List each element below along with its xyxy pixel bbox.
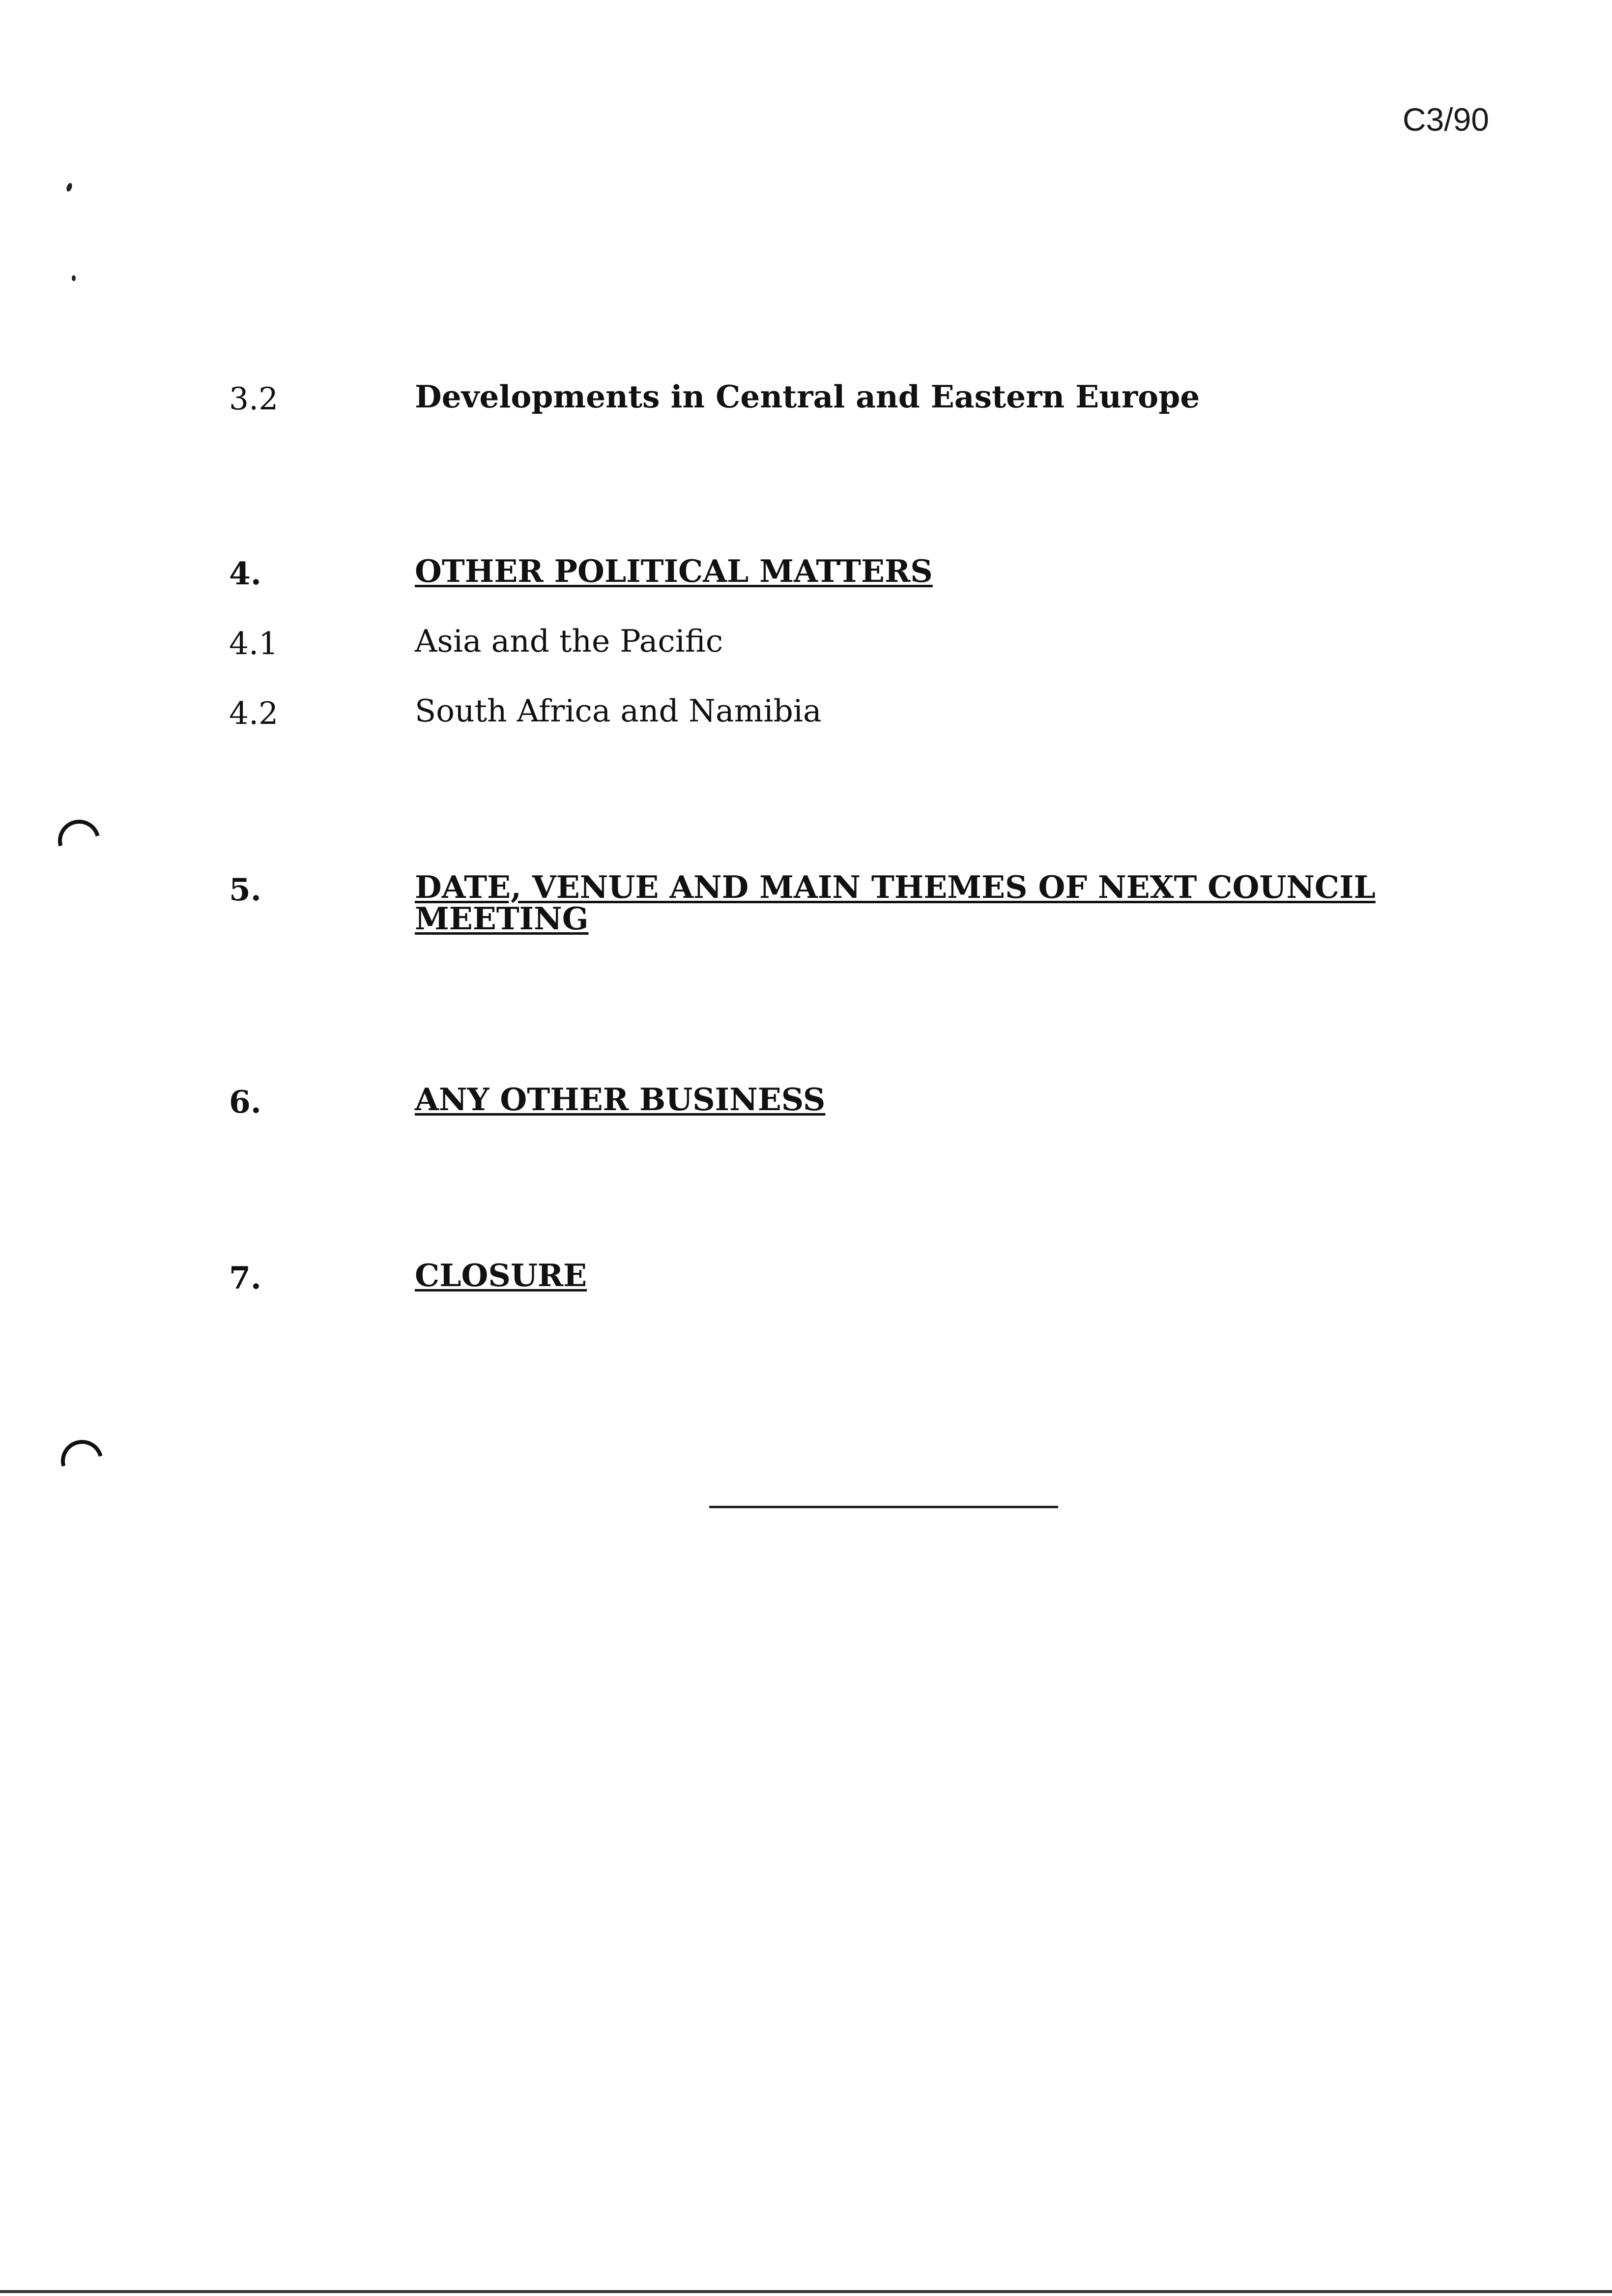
item-number: 5.	[229, 871, 261, 908]
item-number: 4.2	[229, 695, 279, 731]
item-number: 4.1	[229, 626, 279, 661]
item-number: 4.	[229, 555, 261, 592]
item-title: South Africa and Namibia	[415, 693, 822, 729]
item-number: 3.2	[229, 381, 279, 417]
section-heading: CLOSURE	[415, 1257, 587, 1293]
section-heading: OTHER POLITICAL MATTERS	[415, 553, 933, 589]
section-heading-line-2: MEETING	[415, 900, 589, 937]
item-title: Asia and the Pacific	[415, 623, 723, 659]
item-number: 6.	[229, 1084, 261, 1120]
punch-hole-mark	[53, 1432, 111, 1490]
item-number: 7.	[229, 1260, 261, 1296]
section-heading-line-1: DATE, VENUE AND MAIN THEMES OF NEXT COUNCIL	[415, 869, 1376, 905]
page-bottom-edge	[0, 2290, 1612, 2293]
scan-speck	[65, 182, 73, 192]
end-of-agenda-rule	[709, 1506, 1058, 1508]
section-heading: ANY OTHER BUSINESS	[415, 1081, 826, 1118]
document-reference: C3/90	[1402, 101, 1489, 138]
section-heading	[415, 869, 1594, 937]
punch-hole-mark	[50, 812, 108, 869]
scan-speck	[72, 275, 76, 281]
item-title: Developments in Central and Eastern Europe	[415, 378, 1200, 415]
